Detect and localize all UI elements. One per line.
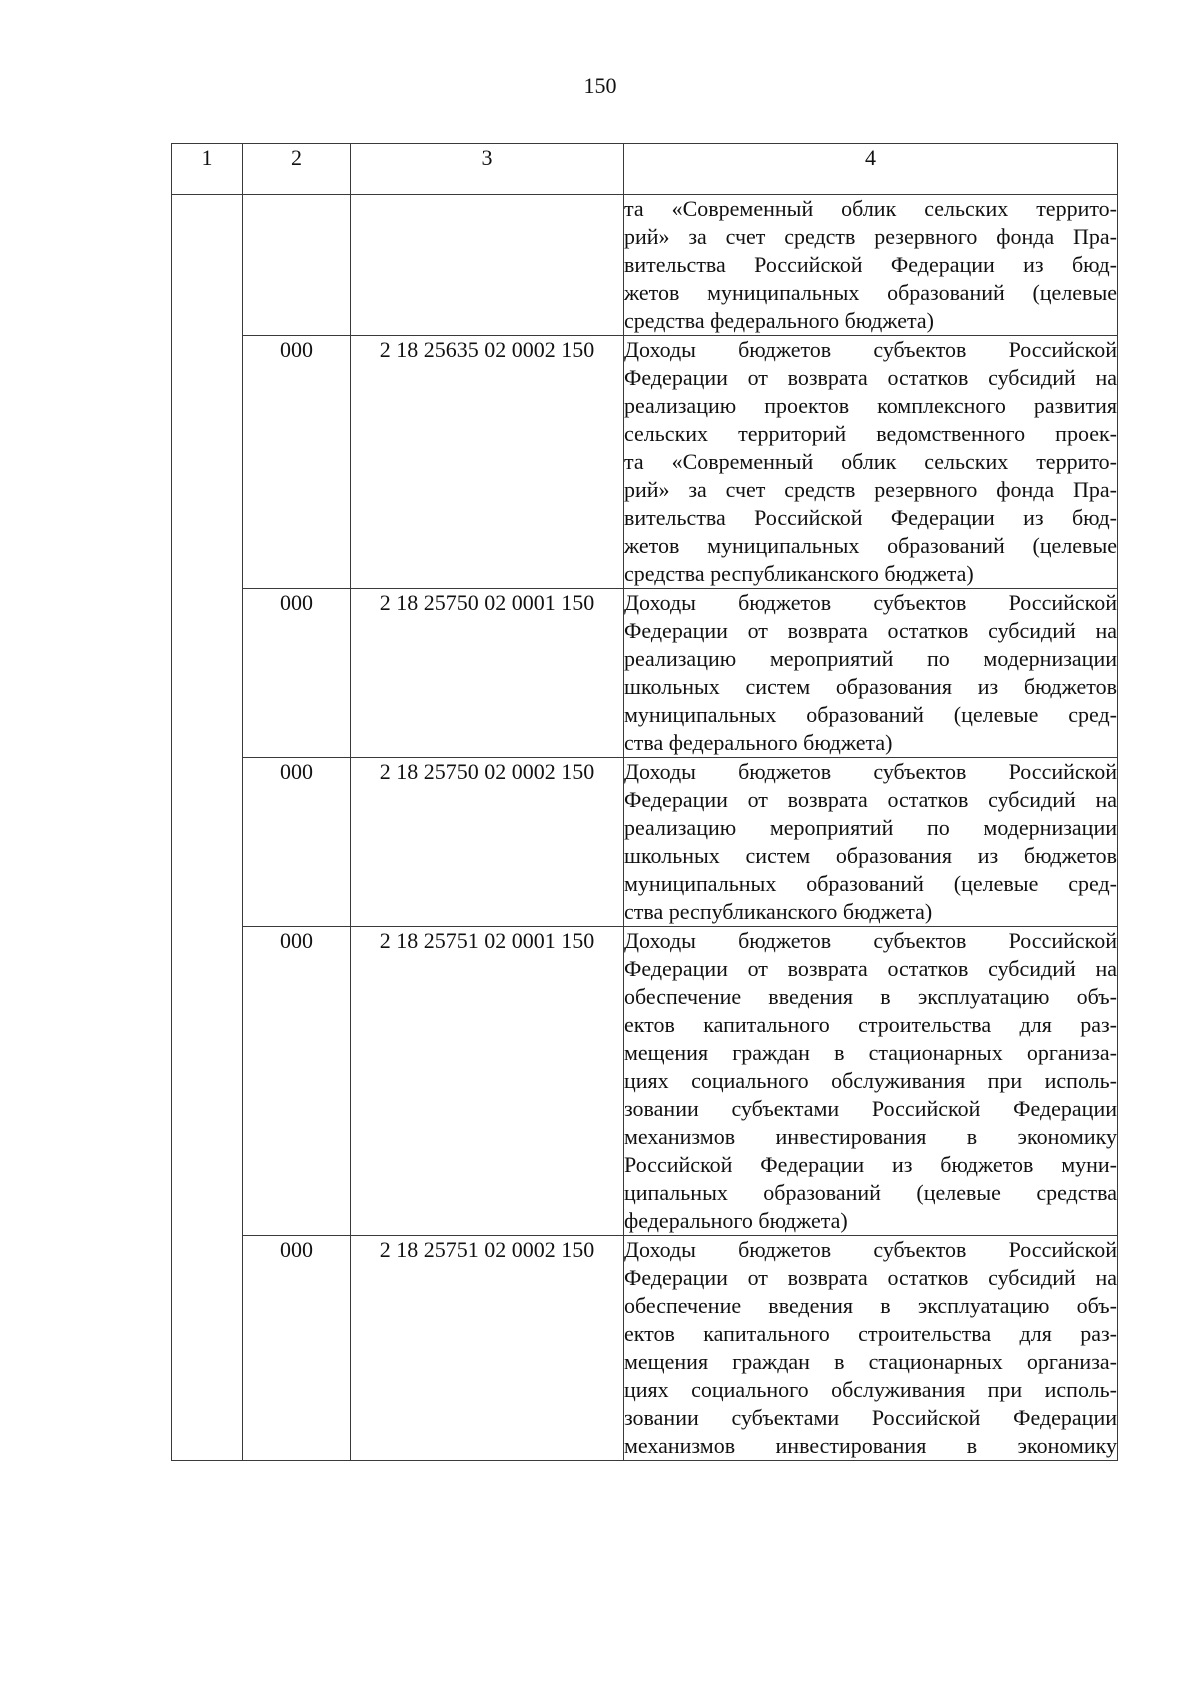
description-line: зовании субъектами Российской Федерации: [624, 1405, 1117, 1430]
description-line: ектов капитального строительства для раз-: [624, 1321, 1117, 1346]
admin-code-cell: 000: [243, 758, 351, 927]
description-line: школьных систем образования из бюджетов: [624, 674, 1117, 699]
revenue-code-cell: [351, 195, 624, 336]
table-body: [172, 195, 1118, 1461]
description-cell: [624, 927, 1118, 1236]
description-cell: [624, 758, 1118, 927]
column-header-2: 2: [243, 144, 351, 195]
revenue-code-cell: 2 18 25750 02 0001 150: [351, 589, 624, 758]
description-line: Федерации от возврата остатков субсидий на: [624, 956, 1117, 981]
column-header-4: 4: [624, 144, 1118, 195]
description-cell: [624, 589, 1118, 758]
description-line: муниципальных образований (целевые сред-: [624, 702, 1117, 727]
page-number: 150: [583, 73, 617, 98]
description-line: школьных систем образования из бюджетов: [624, 843, 1117, 868]
admin-code-cell: 000: [243, 927, 351, 1236]
description-line: Федерации от возврата остатков субсидий на: [624, 618, 1117, 643]
description-line: Доходы бюджетов субъектов Российской: [624, 337, 1117, 362]
table-row: [172, 336, 1118, 589]
revenue-code-cell: 2 18 25750 02 0002 150: [351, 758, 624, 927]
description-line: ципальных образований (целевые средства: [624, 1180, 1117, 1205]
description-line: муниципальных образований (целевые сред-: [624, 871, 1117, 896]
description-line: реализацию мероприятий по модернизации: [624, 646, 1117, 671]
description-line: ства республиканского бюджета): [624, 899, 933, 924]
description-line: ства федерального бюджета): [624, 730, 893, 755]
description-line: механизмов инвестирования в экономику: [624, 1124, 1117, 1149]
description-line: Федерации от возврата остатков субсидий на: [624, 365, 1117, 390]
revenue-code-cell: 2 18 25751 02 0002 150: [351, 1236, 624, 1461]
description-line: средства федерального бюджета): [624, 308, 934, 333]
budget-classification-table: [171, 143, 1118, 1461]
description-line: вительства Российской Федерации из бюд-: [624, 252, 1117, 277]
description-line: сельских территорий ведомственного проек-: [624, 421, 1117, 446]
description-line: Доходы бюджетов субъектов Российской: [624, 590, 1117, 615]
table-row: [172, 1236, 1118, 1461]
table-header-row: [172, 144, 1118, 195]
description-line: средства республиканского бюджета): [624, 561, 974, 586]
description-line: федерального бюджета): [624, 1208, 848, 1233]
description-line: реализацию мероприятий по модернизации: [624, 815, 1117, 840]
description-line: жетов муниципальных образований (целевые: [624, 280, 1117, 305]
description-line: мещения граждан в стационарных организа-: [624, 1040, 1117, 1065]
description-line: мещения граждан в стационарных организа-: [624, 1349, 1117, 1374]
description-line: Федерации от возврата остатков субсидий на: [624, 1265, 1117, 1290]
description-line: рий» за счет средств резервного фонда Пра-: [624, 477, 1117, 502]
description-line: Федерации от возврата остатков субсидий на: [624, 787, 1117, 812]
description-line: Доходы бюджетов субъектов Российской: [624, 759, 1117, 784]
description-line: жетов муниципальных образований (целевые: [624, 533, 1117, 558]
table-row: [172, 589, 1118, 758]
description-line: Доходы бюджетов субъектов Российской: [624, 1237, 1117, 1262]
description-cell: [624, 195, 1118, 336]
admin-code-cell: 000: [243, 336, 351, 589]
group-number-cell: [172, 195, 243, 1461]
column-header-1: 1: [172, 144, 243, 195]
admin-code-cell: 000: [243, 589, 351, 758]
description-cell: [624, 336, 1118, 589]
revenue-code-cell: 2 18 25635 02 0002 150: [351, 336, 624, 589]
description-line: зовании субъектами Российской Федерации: [624, 1096, 1117, 1121]
description-line: циях социального обслуживания при исполь-: [624, 1068, 1117, 1093]
description-line: реализацию проектов комплексного развития: [624, 393, 1117, 418]
description-line: та «Современный облик сельских террито-: [624, 196, 1117, 221]
column-header-3: 3: [351, 144, 624, 195]
description-line: механизмов инвестирования в экономику: [624, 1433, 1117, 1458]
description-line: рий» за счет средств резервного фонда Пра-: [624, 224, 1117, 249]
description-line: Российской Федерации из бюджетов муни-: [624, 1152, 1117, 1177]
table-row: [172, 758, 1118, 927]
table-row: [172, 195, 1118, 336]
description-line: вительства Российской Федерации из бюд-: [624, 505, 1117, 530]
description-cell: [624, 1236, 1118, 1461]
description-line: циях социального обслуживания при исполь-: [624, 1377, 1117, 1402]
admin-code-cell: [243, 195, 351, 336]
description-line: обеспечение введения в эксплуатацию объ-: [624, 984, 1117, 1009]
table-row: [172, 927, 1118, 1236]
description-line: ектов капитального строительства для раз-: [624, 1012, 1117, 1037]
description-line: Доходы бюджетов субъектов Российской: [624, 928, 1117, 953]
admin-code-cell: 000: [243, 1236, 351, 1461]
description-line: обеспечение введения в эксплуатацию объ-: [624, 1293, 1117, 1318]
revenue-code-cell: 2 18 25751 02 0001 150: [351, 927, 624, 1236]
description-line: та «Современный облик сельских террито-: [624, 449, 1117, 474]
